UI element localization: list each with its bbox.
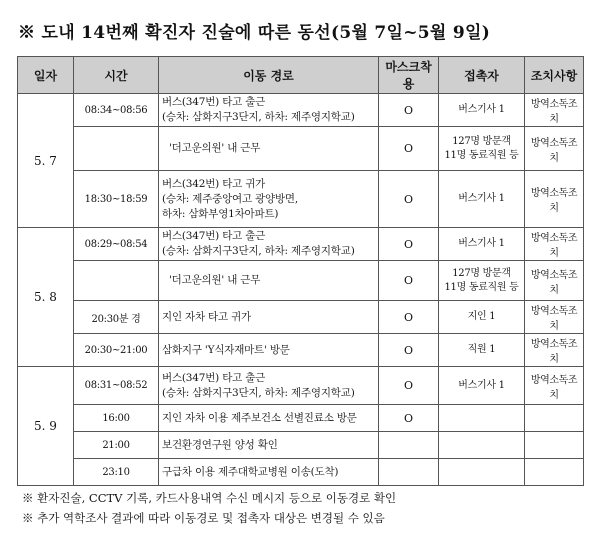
footnote: ※ 환자진술, CCTV 기록, 카드사용내역 수신 메시지 등으로 이동경로 확인 [22,491,397,505]
contact-cell [439,94,525,127]
mask-cell: O [379,171,439,228]
time-cell: 16:00 [74,405,159,432]
route-line: (승차: 삼화지구3단지, 하차: 제주영지학교) [162,245,355,257]
contact-line: 11명 동료직원 등 [444,149,519,161]
header-time: 시간 [74,57,159,94]
action-cell [525,432,584,459]
action-cell: 방역소독조치 [525,94,584,127]
mask-cell: O [379,261,439,301]
table-header-row [18,57,584,94]
time-cell: 18:30~18:59 [74,171,159,228]
route-line: 지인 자차 타고 귀가 [162,310,251,323]
route-line: 지인 자차 이용 제주보건소 선별진료소 방문 [162,411,357,424]
table-row [18,459,584,486]
route-line: 버스(347번) 타고 출근 [162,96,266,108]
route-cell [159,405,379,432]
time-cell: 23:10 [74,459,159,486]
action-cell: 방역소독조치 [525,228,584,261]
action-cell: 방역소독조치 [525,301,584,334]
contact-cell [439,459,525,486]
table-row [18,228,584,261]
mask-cell [379,459,439,486]
contact-line: 11명 동료직원 등 [444,281,519,293]
route-line: 구급차 이용 제주대학교병원 이송(도착) [162,465,339,478]
action-cell: 방역소독조치 [525,127,584,171]
table-row [18,334,584,367]
route-cell [159,127,379,171]
time-cell: 08:31~08:52 [74,367,159,405]
contact-cell [439,127,525,171]
time-cell: 20:30~21:00 [74,334,159,367]
action-cell: 방역소독조치 [525,334,584,367]
route-line: 하차: 삼화부영1차아파트) [162,207,279,220]
action-cell: 방역소독조치 [525,171,584,228]
route-line: 버스(347번) 타고 출근 [162,371,266,384]
route-line: 버스(342번) 타고 귀가 [162,177,266,190]
mask-cell: O [379,127,439,171]
contact-line: 127명 방문객 [452,267,511,279]
action-cell [525,405,584,432]
header-date: 일자 [18,57,74,94]
mask-cell: O [379,94,439,127]
time-cell: 08:29~08:54 [74,228,159,261]
route-cell [159,228,379,261]
date-cell: 5. 9 [18,367,74,486]
footnote: ※ 추가 역학조사 결과에 따라 이동경로 및 접촉자 대상은 변경될 수 있음 [22,511,385,525]
action-cell: 방역소독조치 [525,367,584,405]
contact-line: 버스기사 1 [458,104,505,115]
route-cell [159,261,379,301]
date-cell: 5. 7 [18,94,74,228]
route-cell [159,367,379,405]
contact-line: 지인 1 [467,311,496,322]
contact-line: 직원 1 [467,344,496,355]
contact-line: 버스기사 1 [458,193,505,204]
time-cell: 08:34~08:56 [74,94,159,127]
contact-line: 127명 방문객 [452,135,511,147]
contact-line: 버스기사 1 [458,238,505,249]
contact-cell [439,432,525,459]
route-line: '더고운의원' 내 근무 [169,274,261,286]
mask-cell [379,432,439,459]
contact-cell [439,334,525,367]
route-line: (승차: 제주중앙여고 광양방면, [162,192,298,205]
mask-cell: O [379,228,439,261]
mask-cell: O [379,367,439,405]
route-line: (승차: 삼화지구3단지, 하차: 제주영지학교) [162,386,355,399]
header-mask: 마스크착용 [379,57,439,94]
contact-cell [439,171,525,228]
table-row [18,127,584,171]
table-row [18,301,584,334]
table-row [18,94,584,127]
route-line: '더고운의원' 내 근무 [169,142,261,154]
contact-cell [439,261,525,301]
route-cell [159,94,379,127]
route-line: 버스(347번) 타고 출근 [162,230,266,242]
table-row [18,405,584,432]
mask-cell: O [379,301,439,334]
contact-cell [439,301,525,334]
table-row [18,432,584,459]
time-cell: 21:00 [74,432,159,459]
route-cell [159,459,379,486]
time-cell [74,127,159,171]
header-action: 조치사항 [525,57,584,94]
time-cell [74,261,159,301]
mask-cell: O [379,334,439,367]
date-cell: 5. 8 [18,228,74,367]
action-cell [525,459,584,486]
table-row [18,171,584,228]
route-cell [159,432,379,459]
route-cell [159,171,379,228]
route-line: 보건환경연구원 양성 확인 [162,438,278,451]
header-route: 이동 경로 [159,57,379,94]
route-line: 삼화지구 'Y식자재마트' 방문 [162,343,290,356]
action-cell: 방역소독조치 [525,261,584,301]
contact-cell [439,367,525,405]
route-cell [159,301,379,334]
footnotes [22,488,396,528]
route-cell [159,334,379,367]
table-row [18,261,584,301]
time-cell: 20:30분 경 [74,301,159,334]
mask-cell: O [379,405,439,432]
contact-line: 버스기사 1 [458,379,505,391]
movement-route-table [17,56,584,486]
table-row [18,367,584,405]
header-contact: 접촉자 [439,57,525,94]
contact-cell [439,228,525,261]
route-line: (승차: 삼화지구3단지, 하차: 제주영지학교) [162,111,355,123]
contact-cell [439,405,525,432]
document-title: ※ 도내 14번째 확진자 진술에 따른 동선(5월 7일~5월 9일) [18,23,491,43]
